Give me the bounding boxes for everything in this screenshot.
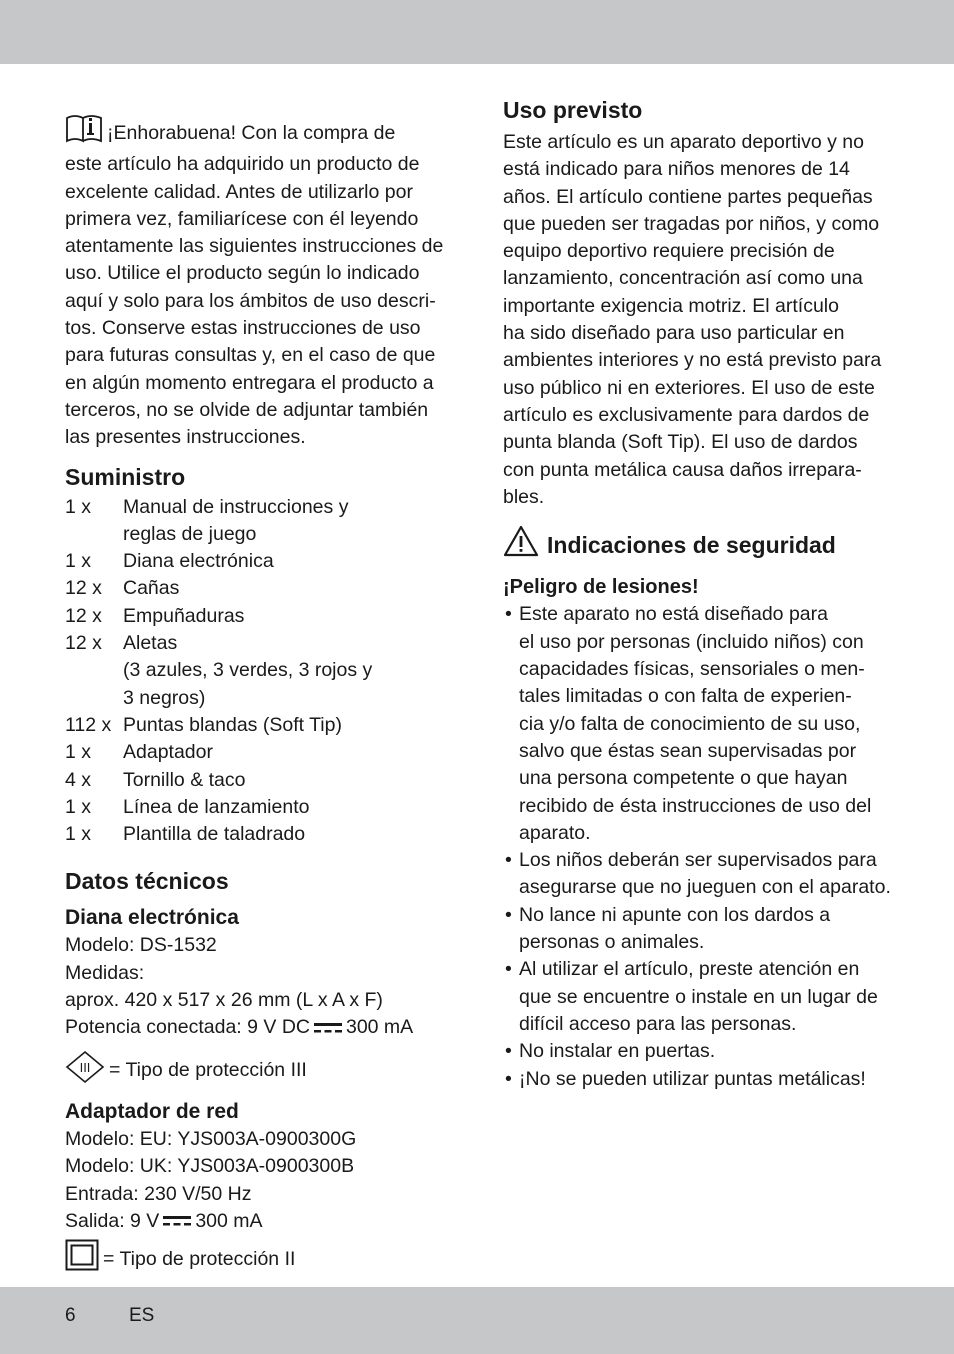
supply-qty: 12 x: [65, 632, 102, 655]
intro-paragraph: [65, 113, 450, 452]
supply-qty: 1 x: [65, 741, 92, 764]
tech-heading: Datos técnicos: [65, 868, 229, 895]
protection-class-2: = Tipo de protección II: [65, 1239, 450, 1279]
safety-bullet-line: tales limitadas o con falta de experien-: [519, 685, 852, 708]
supply-row: [65, 575, 450, 602]
supply-item: Puntas blandas (Soft Tip): [123, 713, 342, 736]
supply-qty: 1 x: [65, 495, 92, 518]
supply-row: [65, 657, 450, 684]
intro-line: terceros, no se olvide de adjuntar también: [65, 398, 429, 421]
adapter-input: Entrada: 230 V/50 Hz: [65, 1182, 252, 1205]
info-book-icon: [65, 113, 103, 151]
safety-bullet-line: difícil acceso para las personas.: [519, 1012, 797, 1035]
safety-bullet: [503, 1038, 898, 1065]
safety-bullet: [503, 956, 898, 1038]
safety-bullet-line: • ¡No se pueden utilizar puntas metálicas!: [519, 1067, 866, 1090]
intended-use-line: punta blanda (Soft Tip). El uso de dardos: [503, 431, 858, 454]
supply-item: reglas de juego: [123, 522, 257, 545]
intro-line: uso. Utilice el producto según lo indicado: [65, 262, 420, 285]
language-code: ES: [129, 1305, 155, 1326]
left-column: [65, 113, 450, 1286]
supply-item: Aletas: [123, 632, 178, 655]
safety-list: [503, 601, 898, 1092]
supply-qty: 1 x: [65, 823, 92, 846]
adapter-heading: Adaptador de red: [65, 1100, 239, 1124]
safety-bullet-line: • No lance ni apunte con los dardos a: [519, 903, 831, 926]
supply-row: [65, 603, 450, 630]
safety-bullet-line: • No instalar en puertas.: [519, 1040, 716, 1063]
supply-qty: 4 x: [65, 768, 92, 791]
supply-item: Diana electrónica: [123, 550, 274, 573]
supply-item: Línea de lanzamiento: [123, 795, 310, 818]
intended-use-line: que pueden ser tragadas por niños, y como: [503, 212, 880, 235]
supply-item: Manual de instrucciones y: [123, 495, 349, 518]
safety-bullet-line: aparato.: [519, 821, 591, 844]
supply-qty: 112 x: [65, 713, 112, 736]
intended-use-heading: Uso previsto: [503, 97, 643, 123]
safety-bullet-line: • Este aparato no está diseñado para: [519, 603, 828, 626]
supply-qty: [65, 685, 123, 712]
supply-row: [65, 548, 450, 575]
injury-danger-heading: ¡Peligro de lesiones!: [503, 576, 699, 599]
intended-use-line: ha sido diseñado para uso particular en: [503, 322, 845, 345]
intro-line: aquí y solo para los ámbitos de uso descri-: [65, 289, 436, 312]
intro-line: en algún momento entregara el producto a: [65, 371, 434, 394]
supply-row: [65, 521, 450, 548]
supply-row: [65, 494, 450, 521]
supply-row: [65, 630, 450, 657]
dartboard-model: Modelo: DS-1532: [65, 934, 217, 957]
supply-item: Empuñaduras: [123, 604, 245, 627]
supply-item: Adaptador: [123, 741, 213, 764]
protection-class-2-icon: [65, 1239, 99, 1279]
safety-bullet: [503, 902, 898, 957]
supply-row: [65, 821, 450, 848]
warning-triangle-icon: [503, 525, 547, 565]
adapter-model-uk: Modelo: UK: YJS003A-0900300B: [65, 1155, 355, 1178]
page-number: 6: [65, 1305, 76, 1326]
adapter-model-eu: Modelo: EU: YJS003A-0900300G: [65, 1128, 357, 1151]
supply-qty: 1 x: [65, 550, 92, 573]
safety-bullet-line: capacidades físicas, sensoriales o men-: [519, 658, 865, 681]
supply-row: [65, 712, 450, 739]
right-column: [503, 95, 898, 1093]
supply-qty: 12 x: [65, 604, 102, 627]
intro-line: primera vez, familiarícese con él leyendo: [65, 207, 419, 230]
header-bar: [0, 0, 954, 64]
intro-line: excelente calidad. Antes de utilizarlo por: [65, 180, 413, 203]
safety-bullet-line: que se encuentre o instale en un lugar de: [519, 985, 878, 1008]
intended-use-line: años. El artículo contiene partes pequeñas: [503, 185, 873, 208]
intro-line: las presentes instrucciones.: [65, 426, 306, 449]
supply-qty: 1 x: [65, 795, 92, 818]
intended-use-line: lanzamiento, concentración así como una: [503, 267, 863, 290]
supply-qty: 12 x: [65, 577, 102, 600]
intended-use-line: bles.: [503, 485, 545, 508]
supply-qty: [65, 657, 123, 684]
supply-heading: Suministro: [65, 463, 186, 490]
safety-bullet-line: personas o animales.: [519, 931, 705, 954]
safety-bullet: [503, 1066, 898, 1093]
supply-row: [65, 739, 450, 766]
supply-item: Tornillo & taco: [123, 768, 246, 791]
intended-use-line: ambientes interiores y no está previsto para: [503, 349, 882, 372]
safety-heading: [503, 525, 898, 565]
intended-use-line: Este artículo es un aparato deportivo y no: [503, 131, 864, 153]
intro-line: atentamente las siguientes instrucciones de: [65, 235, 444, 258]
intro-line: tos. Conserve estas instrucciones de uso: [65, 317, 421, 340]
safety-bullet-line: • Al utilizar el artículo, preste atención en: [519, 958, 860, 981]
intro-line: este artículo ha adquirido un producto de: [65, 153, 420, 176]
intro-line-0: ¡Enhorabuena! Con la compra de: [65, 113, 450, 151]
protection-class-3: III = Tipo de protección III: [65, 1050, 450, 1092]
safety-bullet-line: el uso por personas (incluido niños) con: [519, 630, 864, 653]
svg-text:III: III: [79, 1059, 91, 1075]
safety-bullet-line: • Los niños deberán ser supervisados para: [519, 849, 877, 872]
supply-item: (3 azules, 3 verdes, 3 rojos y: [123, 659, 373, 682]
intended-use-line: está indicado para niños menores de 14: [503, 158, 850, 181]
supply-row: [65, 685, 450, 712]
safety-title: Indicaciones de seguridad: [547, 532, 836, 559]
safety-bullet-line: asegurarse que no jueguen con el aparato.: [519, 876, 891, 899]
supply-row: [65, 767, 450, 794]
dartboard-heading: Diana electrónica: [65, 906, 239, 930]
safety-bullet-line: recibido de ésta instrucciones de uso del: [519, 794, 872, 817]
safety-bullet-line: una persona competente o que hayan: [519, 767, 848, 790]
safety-bullet: [503, 847, 898, 902]
supply-list: [65, 494, 450, 849]
safety-bullet-line: salvo que éstas sean supervisadas por: [519, 739, 857, 762]
dartboard-measures: aprox. 420 x 517 x 26 mm (L x A x F): [65, 989, 383, 1012]
supply-qty: [65, 521, 123, 548]
intro-line: para futuras consultas y, en el caso de que: [65, 344, 436, 367]
intended-use-line: artículo es exclusivamente para dardos de: [503, 403, 870, 426]
safety-bullet-line: cia y/o falta de conocimiento de su uso,: [519, 712, 861, 735]
supply-row: [65, 794, 450, 821]
adapter-output: Salida: 9 V 300 mA: [65, 1208, 450, 1235]
intended-use-line: equipo deportivo requiere precisión de: [503, 240, 835, 263]
intended-use-line: importante exigencia motriz. El artículo: [503, 294, 839, 317]
intended-use-line: uso público ni en exteriores. El uso de este: [503, 376, 875, 399]
supply-item: 3 negros): [123, 686, 206, 709]
intended-use-paragraph: [503, 129, 898, 511]
supply-item: Cañas: [123, 577, 180, 600]
supply-item: Plantilla de taladrado: [123, 823, 306, 846]
dc-symbol-icon: [163, 1208, 191, 1235]
intended-use-line: con punta metálica causa daños irrepara-: [503, 458, 862, 481]
protection-class-3-icon: [65, 1050, 105, 1092]
dartboard-measures-label: Medidas:: [65, 961, 145, 984]
dc-symbol-icon: [314, 1015, 342, 1042]
dartboard-power: Potencia conectada: 9 V DC 300 mA: [65, 1014, 450, 1041]
safety-bullet: [503, 601, 898, 847]
